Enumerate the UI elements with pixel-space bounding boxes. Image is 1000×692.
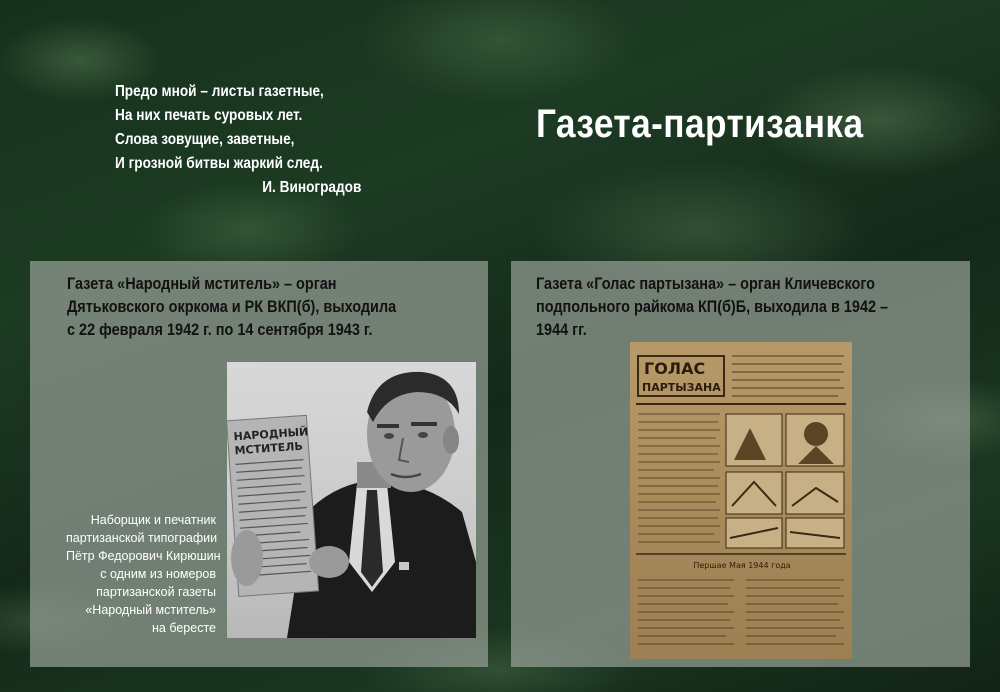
heading-line: Дятьковского окркома и РК ВКП(б), выходила [67, 297, 397, 316]
poem-author: И. Виноградов [262, 179, 362, 196]
heading-line: Газета «Народный мститель» – орган [67, 274, 337, 293]
right-panel-heading [536, 272, 953, 341]
page-title: Газета-партизанка [536, 102, 864, 146]
poem-line: Предо мной – листы газетные, [115, 83, 324, 100]
caption-line: партизанской типографии [66, 531, 218, 545]
heading-line: Газета «Голас партызана» – орган Кличевского [536, 274, 875, 293]
heading-line: подпольного райкома КП(б)Б, выходила в 1942 – [536, 297, 889, 316]
poem-line: Слова зовущие, заветные, [115, 131, 295, 148]
poem [115, 80, 379, 200]
newspaper-title: ГОЛАС [644, 359, 706, 378]
caption-line: Наборщик и печатник [90, 513, 216, 527]
caption-line: Пётр Федорович Кирюшин [66, 549, 221, 563]
newspaper-scan-image [630, 342, 852, 659]
portrait-photo [227, 362, 476, 638]
poem-line: На них печать суровых лет. [115, 107, 303, 124]
heading-line: 1944 гг. [536, 320, 587, 339]
caption-line: с одним из номеров [100, 567, 216, 581]
newspaper-subheading: Першае Мая 1944 года [693, 561, 791, 570]
left-panel-heading [67, 272, 467, 341]
held-newspaper-title: НАРОДНЫЙ [233, 425, 309, 444]
caption-line: «Народный мститель» [85, 603, 216, 617]
caption-line: на бересте [152, 621, 216, 635]
held-newspaper-title: МСТИТЕЛЬ [234, 439, 304, 458]
caption-line: партизанской газеты [96, 585, 216, 599]
right-panel [511, 261, 970, 667]
photo-caption [66, 511, 221, 637]
poem-line: И грозной битвы жаркий след. [115, 155, 323, 172]
left-panel [30, 261, 488, 667]
newspaper-title: ПАРТЫЗАНА [642, 381, 721, 394]
heading-line: с 22 февраля 1942 г. по 14 сентября 1943 г. [67, 320, 373, 339]
